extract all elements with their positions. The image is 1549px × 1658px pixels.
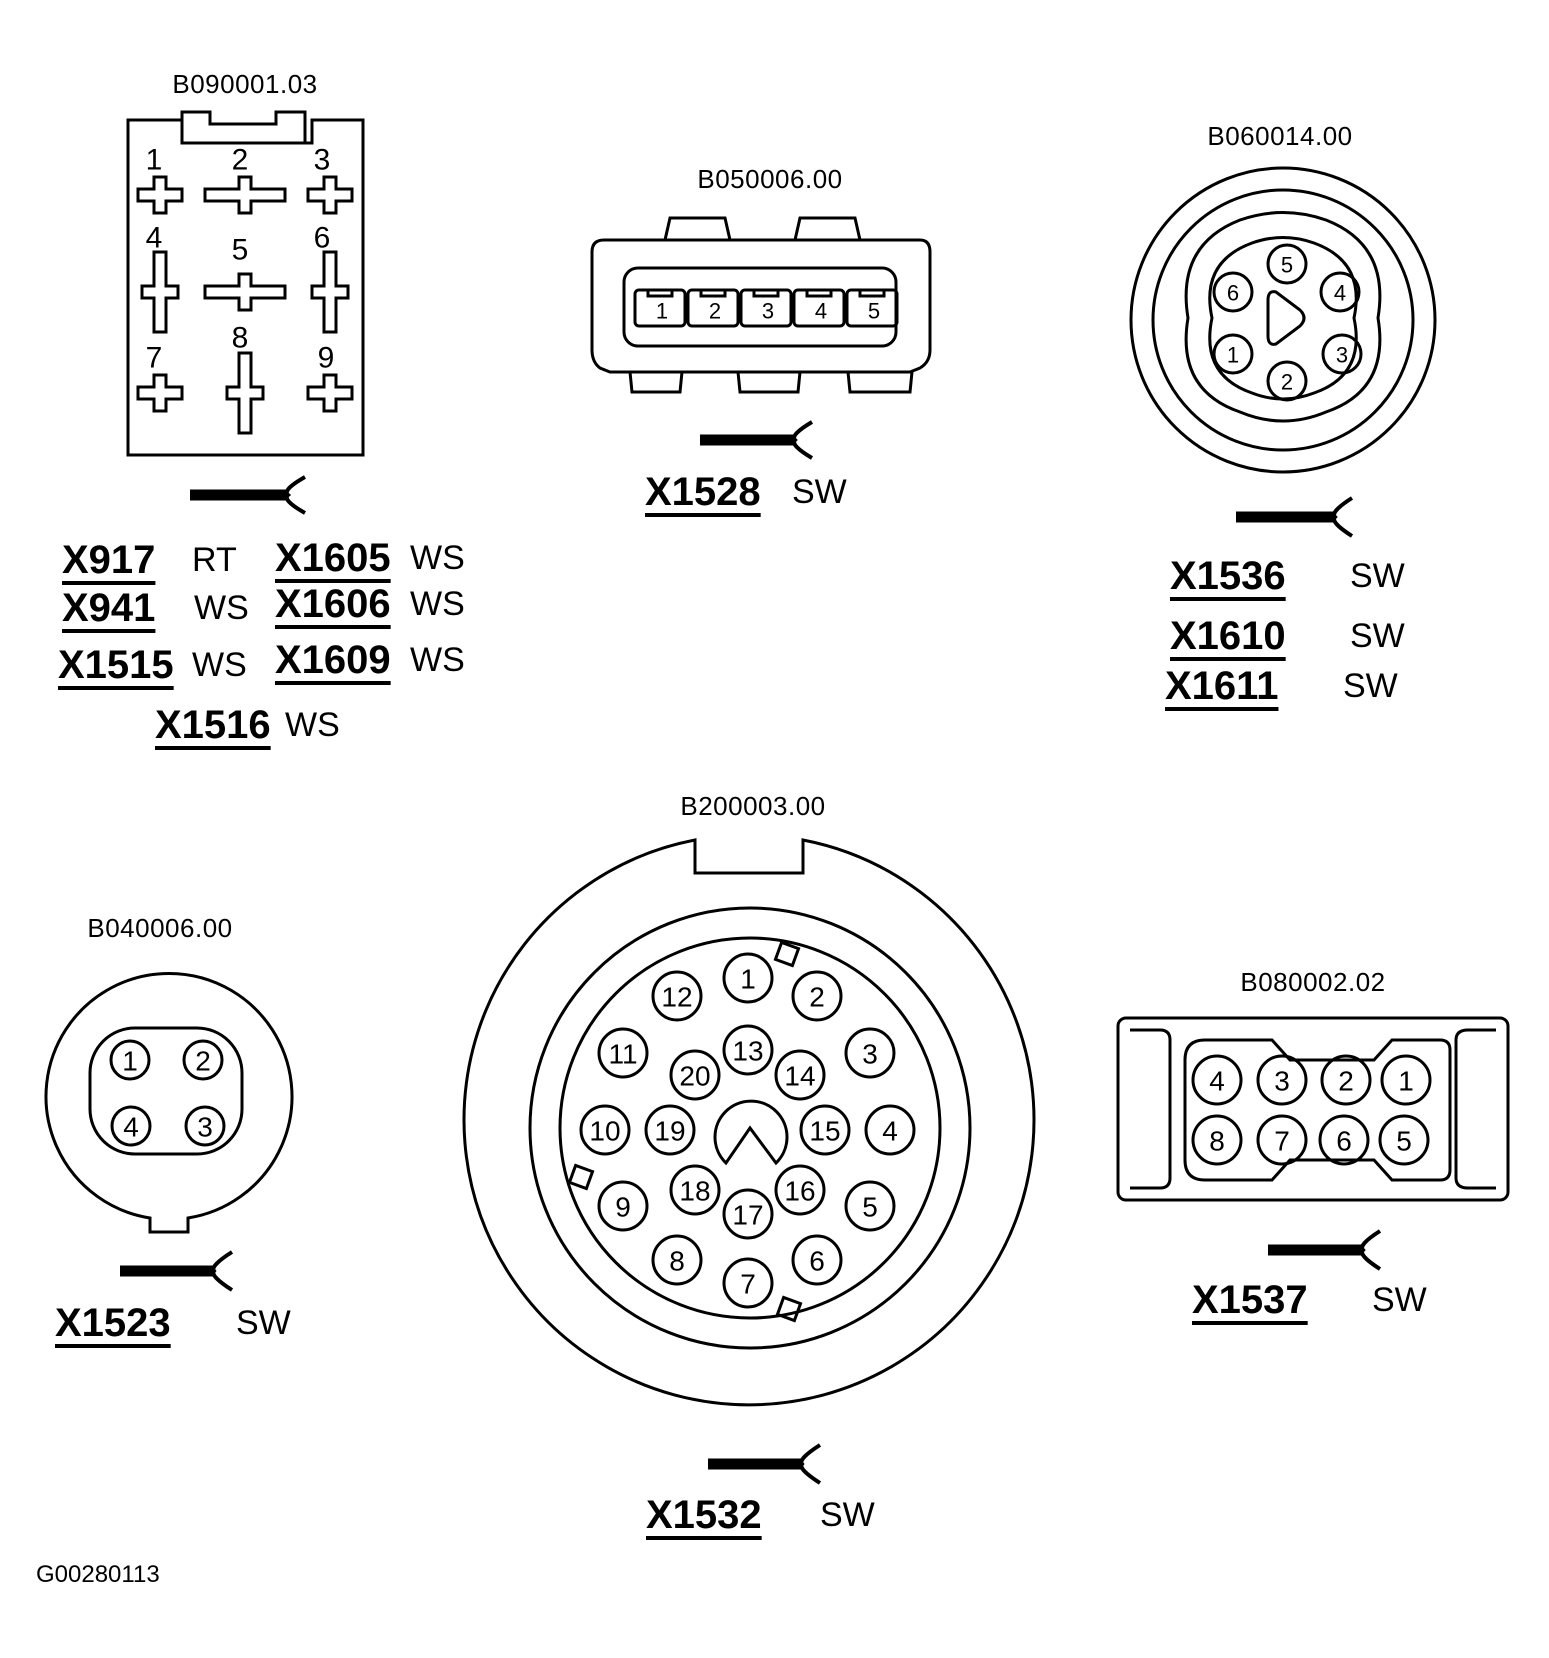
- wire-symbol: [1268, 1231, 1380, 1269]
- pin-number: 6: [1226, 280, 1240, 306]
- pin-1: [1382, 1056, 1430, 1104]
- connector-label: [275, 536, 465, 580]
- pin-9: [599, 1182, 647, 1230]
- pin-number: 5: [862, 1191, 878, 1223]
- pin-number: 16: [784, 1175, 816, 1207]
- pin-10: [581, 1106, 629, 1154]
- pin-number: 6: [809, 1245, 825, 1277]
- pin-number: 17: [732, 1199, 764, 1231]
- pin-12: [653, 972, 701, 1020]
- wire-color: WS: [410, 539, 465, 577]
- pin-number-8: 8: [231, 321, 249, 355]
- pin-2: [184, 1041, 222, 1079]
- pin-number: 5: [867, 298, 881, 324]
- pin-4: [866, 1106, 914, 1154]
- connector-id: X1609: [275, 638, 391, 682]
- pin-number: 7: [1274, 1125, 1290, 1157]
- connector-label: [275, 582, 465, 626]
- connector-label: [646, 1493, 875, 1537]
- connector-label: [645, 470, 847, 514]
- pin-4: [1321, 273, 1359, 311]
- connector-b060014: [1131, 121, 1435, 708]
- wire-color: WS: [285, 706, 340, 744]
- pin-6: [793, 1236, 841, 1284]
- pin-number: 7: [740, 1268, 756, 1300]
- connector-id: X1610: [1170, 614, 1286, 658]
- wire-symbol: [700, 422, 812, 458]
- pin-number: 18: [679, 1175, 711, 1207]
- connector-label: [1192, 1278, 1427, 1322]
- pin-number-3: 3: [313, 143, 331, 177]
- terminal-group: [138, 177, 352, 433]
- connector-id: X941: [62, 586, 156, 630]
- figure-id: G00280113: [36, 1561, 160, 1588]
- connector-label: [62, 586, 249, 630]
- pin-number: 4: [882, 1115, 898, 1147]
- connector-b040006: [46, 913, 292, 1345]
- wire-color: RT: [192, 541, 237, 579]
- pin-5: [847, 290, 897, 326]
- wire-color: WS: [410, 641, 465, 679]
- pin-11: [599, 1029, 647, 1077]
- connector-label: [1170, 554, 1405, 598]
- wire-color: WS: [194, 589, 249, 627]
- pin-number: 12: [661, 981, 693, 1013]
- pin-19: [646, 1106, 694, 1154]
- wire-color: SW: [820, 1496, 875, 1534]
- part-code: B080002.02: [1240, 967, 1386, 997]
- pin-17: [724, 1190, 772, 1238]
- pin-number: 5: [1396, 1125, 1412, 1157]
- part-code: B200003.00: [680, 791, 826, 821]
- connector-id: X1532: [646, 1493, 762, 1537]
- connector-label: [155, 703, 340, 747]
- pin-number: 8: [1209, 1125, 1225, 1157]
- wire-color: WS: [410, 585, 465, 623]
- pin-cavity: [1185, 1040, 1450, 1180]
- connector-label: [1165, 664, 1398, 708]
- pin-15: [801, 1106, 849, 1154]
- pin-3: [741, 290, 791, 326]
- pin-number: 15: [809, 1115, 841, 1147]
- wire-color: SW: [1350, 617, 1405, 655]
- pin-5: [1380, 1116, 1428, 1164]
- keying-tab: [1268, 292, 1304, 345]
- pin-number: 2: [708, 298, 722, 324]
- pin-number: 1: [655, 298, 669, 324]
- part-code: B060014.00: [1207, 121, 1353, 151]
- pin-5: [846, 1182, 894, 1230]
- outer-ring: [464, 840, 1034, 1405]
- pin-number: 1: [122, 1045, 138, 1077]
- wire-symbol: [190, 477, 305, 513]
- pin-2: [1322, 1056, 1370, 1104]
- pin-6: [1214, 273, 1252, 311]
- pin-1: [111, 1041, 149, 1079]
- pin-number-6: 6: [313, 221, 331, 255]
- pin-number-9: 9: [317, 341, 335, 375]
- pin-4: [1193, 1056, 1241, 1104]
- pin-3: [1258, 1056, 1306, 1104]
- pin-1: [1214, 335, 1252, 373]
- pin-number-5: 5: [231, 233, 249, 267]
- connector-label: [55, 1301, 291, 1345]
- pin-number: 19: [654, 1115, 686, 1147]
- pin-2: [1268, 362, 1306, 400]
- pin-13: [724, 1026, 772, 1074]
- pin-number: 10: [589, 1115, 621, 1147]
- connector-id: X917: [62, 538, 156, 582]
- pin-number: 3: [761, 298, 775, 324]
- pin-2: [793, 972, 841, 1020]
- pin-18: [671, 1166, 719, 1214]
- pin-number: 2: [1280, 369, 1294, 395]
- connector-id: X1605: [275, 536, 391, 580]
- pin-number: 4: [123, 1111, 139, 1143]
- pin-number: 3: [197, 1111, 213, 1143]
- pin-number: 11: [608, 1038, 638, 1070]
- pin-number: 9: [615, 1191, 631, 1223]
- pin-7: [724, 1259, 772, 1307]
- wire-color: SW: [1372, 1281, 1427, 1319]
- connector-id: X1536: [1170, 554, 1286, 598]
- connector-label: [275, 638, 465, 682]
- pin-number-7: 7: [145, 341, 163, 375]
- wire-symbol: [708, 1445, 820, 1483]
- housing-latch: [182, 112, 305, 143]
- pin-20: [671, 1051, 719, 1099]
- connector-b090001: [58, 69, 465, 747]
- pin-number: 3: [1274, 1065, 1290, 1097]
- pin-number: 8: [669, 1245, 685, 1277]
- pin-8: [653, 1236, 701, 1284]
- part-code: B090001.03: [172, 69, 318, 99]
- pin-number: 3: [862, 1038, 878, 1070]
- pin-number: 4: [814, 298, 828, 324]
- pin-3: [186, 1107, 224, 1145]
- connector-id: X1516: [155, 703, 271, 747]
- connector-label: [62, 538, 237, 582]
- connector-id: X1606: [275, 582, 391, 626]
- pin-number: 1: [1226, 342, 1240, 368]
- pin-number: 3: [1335, 342, 1349, 368]
- pin-1: [724, 954, 772, 1002]
- pin-2: [688, 290, 738, 326]
- pin-16: [776, 1166, 824, 1214]
- wire-color: SW: [236, 1304, 291, 1342]
- pin-number: 1: [740, 963, 756, 995]
- connector-b200003: [464, 791, 1034, 1537]
- pin-number: 2: [195, 1045, 211, 1077]
- pin-number-2: 2: [231, 143, 249, 177]
- connector-id: X1611: [1165, 664, 1279, 708]
- pin-number: 20: [679, 1060, 711, 1092]
- pin-number: 14: [784, 1060, 816, 1092]
- pin-1: [635, 290, 685, 326]
- pin-number-4: 4: [145, 221, 163, 255]
- pin-number: 6: [1336, 1125, 1352, 1157]
- keying-tab: [715, 1101, 787, 1163]
- pin-4: [112, 1107, 150, 1145]
- pin-3: [846, 1029, 894, 1077]
- wire-color: SW: [792, 473, 847, 511]
- connector-label: [1170, 614, 1405, 658]
- connector-id: X1523: [55, 1301, 171, 1345]
- pin-number: 4: [1209, 1065, 1225, 1097]
- part-code: B040006.00: [87, 913, 233, 943]
- pin-5: [1268, 245, 1306, 283]
- pin-number: 13: [732, 1035, 764, 1067]
- pin-8: [1193, 1116, 1241, 1164]
- connector-b080002: [1118, 967, 1508, 1322]
- pin-6: [1320, 1116, 1368, 1164]
- connector-label: [58, 643, 247, 687]
- pin-7: [1258, 1116, 1306, 1164]
- part-code: B050006.00: [697, 164, 843, 194]
- wire-color: SW: [1343, 667, 1398, 705]
- pin-number: 5: [1280, 252, 1294, 278]
- wire-color: SW: [1350, 557, 1405, 595]
- wire-symbol: [120, 1252, 232, 1290]
- connector-id: X1528: [645, 470, 761, 514]
- wire-symbol: [1236, 498, 1352, 536]
- pin-number: 1: [1398, 1065, 1414, 1097]
- pin-14: [776, 1051, 824, 1099]
- pin-number: 2: [1338, 1065, 1354, 1097]
- pin-number: 4: [1333, 280, 1347, 306]
- connector-id: X1537: [1192, 1278, 1308, 1322]
- connector-b050006: [592, 164, 930, 514]
- pin-4: [794, 290, 844, 326]
- connector-id: X1515: [58, 643, 174, 687]
- pin-number-1: 1: [145, 143, 163, 177]
- pin-number: 2: [809, 981, 825, 1013]
- wire-color: WS: [192, 646, 247, 684]
- outer-ring: [46, 973, 292, 1232]
